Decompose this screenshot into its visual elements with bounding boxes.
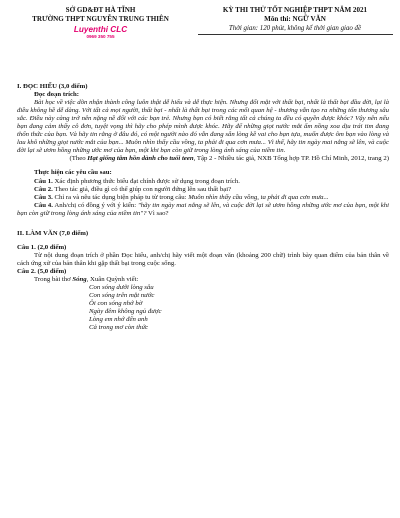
question-4 [17, 202, 389, 218]
question-3 [17, 194, 389, 202]
exam-subject: Môn thi: NGỮ VĂN [264, 15, 326, 23]
q1-label: Câu 1. [34, 177, 53, 185]
q3-quote: Muôn nhìn thấy cầu vồng, ta phải đi qua cơn mưa... [188, 193, 329, 201]
q3-label: Câu 3. [34, 193, 53, 201]
instruction: Thực hiện các yêu cầu sau: [34, 169, 112, 177]
q1-text: Xác định phương thức biểu đạt chính được sử dụng trong đoạn trích. [52, 177, 240, 185]
source-suffix: , Tập 2 - Nhiều tác giả, NXB Tổng hợp TP. Hồ Chí Minh, 2012, trang 2) [193, 155, 389, 163]
essay-1-label: Câu 1. (2,0 điểm) [17, 243, 67, 251]
brand-logo-text: Luyenthi CLC [73, 25, 128, 34]
question-2 [17, 186, 389, 194]
section1-subtitle: Đọc đoạn trích: [34, 91, 79, 99]
question-1 [17, 178, 389, 186]
school-name: TRƯỜNG THPT NGUYỄN TRUNG THIÊN [32, 15, 169, 23]
exam-title: KỲ THI THỬ TỐT NGHIỆP THPT NĂM 2021 [222, 6, 368, 14]
source-title: Hạt giống tâm hồn dành cho tuổi teen [87, 155, 194, 163]
exam-body [17, 83, 389, 332]
poem-line: Cả trong mơ còn thức [89, 324, 149, 332]
department-name: SỞ GD&ĐT HÀ TĨNH [65, 6, 136, 14]
poem-line: Con sóng dưới lòng sâu [89, 284, 154, 292]
brand-phone: 0969 350 755 [86, 34, 115, 39]
passage-source [17, 155, 389, 163]
q4-quote: "hãy tin ngày mai nắng sẽ lên, và cuộc đời lại sẽ ươm hồng những ước mơ của bạn, một khi bạn còn giữ trong lòng ánh sáng của niềm tin"? [17, 201, 389, 217]
q2-text: Theo tác giả, điều gì có thể giúp con người đứng lên sau thất bại? [52, 185, 232, 193]
section1-title: I. ĐỌC HIỂU (3,0 điểm) [17, 83, 88, 90]
school-header [8, 6, 193, 39]
poem-excerpt [89, 284, 389, 332]
essay-2-label: Câu 2. (5,0 điểm) [17, 267, 67, 275]
essay-2-intro [17, 276, 389, 284]
q2-label: Câu 2. [34, 185, 53, 193]
exam-duration: Thời gian: 120 phút, không kể thời gian giao đề [228, 25, 362, 32]
source-prefix: (Theo [69, 155, 88, 163]
c2-intro-a: Trong bài thơ [34, 275, 73, 283]
poem-line: Lòng em nhớ đến anh [89, 316, 148, 324]
q3-text: Chỉ ra và nêu tác dụng biện pháp tu từ trong câu: [52, 193, 189, 201]
c2-intro-b: , Xuân Quỳnh viết: [86, 275, 139, 283]
q4-label: Câu 4. [34, 201, 53, 209]
q4-end: Vì sao? [146, 209, 169, 217]
poem-line: Ôi con sóng nhớ bờ [89, 300, 143, 308]
reading-passage: Bài học về việc dõn nhận thành công luôn thật dễ hiểu và dễ thực hiện. Nhưng đối mặt với thất bại, nhất là thất bại đầu đời, lại là điều không hề dễ dàng. Với tất cả mọi người, thất bại - nhất là thất bại trong các mối quan hệ - thương vẫn tạo ra những tổn thương sâu sắc. Điều này càng trở nên nặng nề đối với các bạn trẻ. Nhưng bạn có biết rằng tất cả chúng ta đều có quyền được khóc? Vậy nên nếu bạn đang cảm thấy cô đơn, tuyệt vọng thì hãy cho phép mình được khóc. Hãy để những giọt nước mắt ấm nồng xoa dịu trái tim đang thổn thức của bạn. Và hãy tin rằng ở đâu đó, có một người nào đó vẫn đang sẵn lòng kề vai cho bạn tựa, muốn được ôm bạn vào lòng và lau khô những giọt nước mắt của bạn... Muôn nhìn thấy cầu vồng, ta phải đi qua cơn mưa... Vì thế, hãy tin ngày mai nắng sẽ lên, và cuộc đời lại sẽ ươm hồng những ước mơ của bạn, một khi bạn còn giữ trong lòng ánh sáng của niềm tin. [17, 99, 389, 155]
poem-line: Con sóng trên mặt nước [89, 292, 155, 300]
exam-header [195, 6, 395, 33]
poem-line: Ngày đêm không ngủ được [89, 308, 162, 316]
poem-title: Sóng [72, 275, 87, 283]
header-rule [198, 34, 393, 35]
section2-title: II. LÀM VĂN (7,0 điểm) [17, 229, 89, 237]
essay-1-text: Từ nội dung đoạn trích ở phần Đọc hiểu, anh/chị hãy viết một đoạn văn (khoảng 200 chữ) trình bày quan điểm của bản thân về cách ứng xử của bản thân khi gặp thất bại trong cuộc sống. [17, 251, 389, 267]
q4-text: Anh/chị có đồng ý với ý kiến: [52, 201, 138, 209]
